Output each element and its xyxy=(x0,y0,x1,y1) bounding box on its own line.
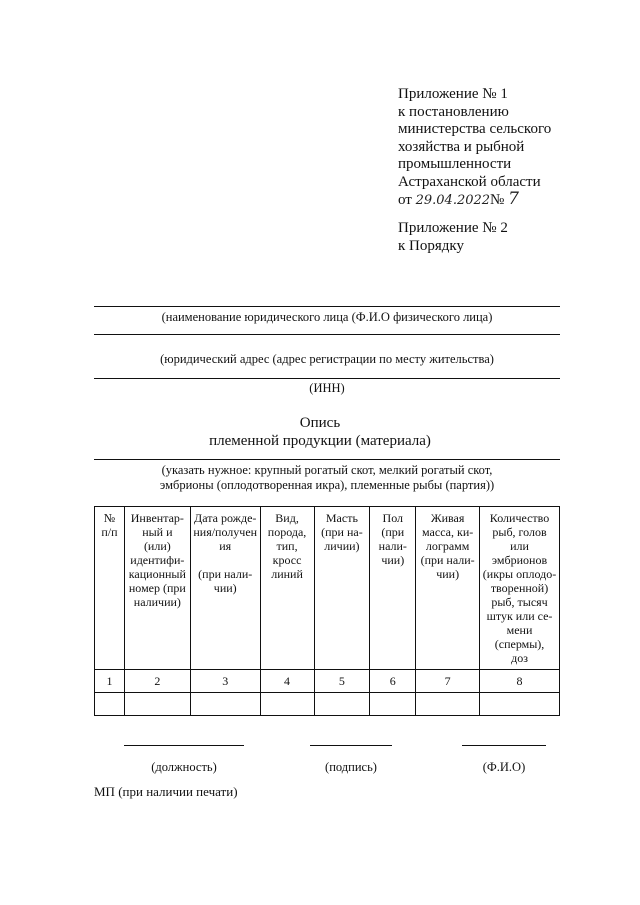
table-empty-cell xyxy=(480,693,560,716)
inventory-table xyxy=(94,506,560,716)
table-number-row xyxy=(95,670,560,693)
stamp-note: МП (при наличии печати) xyxy=(94,784,238,799)
table-header-cell: Вид, порода, тип, кросс линий xyxy=(260,507,314,670)
table-empty-cell xyxy=(260,693,314,716)
table-number-cell: 6 xyxy=(370,670,416,693)
date-prefix: от xyxy=(398,192,412,208)
table-empty-cell xyxy=(416,693,480,716)
table-empty-cell xyxy=(190,693,260,716)
position-label: (должность) xyxy=(151,760,217,774)
address-caption: (юридический адрес (адрес регистрации по месту жительства) xyxy=(160,352,494,366)
table-header-cell: № п/п xyxy=(95,507,125,670)
address-line xyxy=(94,334,560,335)
table-header-row xyxy=(95,507,560,670)
handwritten-number: 7 xyxy=(508,189,519,209)
table-number-cell: 1 xyxy=(95,670,125,693)
appendix-2-line: Приложение № 2 xyxy=(398,220,508,236)
table-number-cell: 4 xyxy=(260,670,314,693)
table-number-cell: 8 xyxy=(480,670,560,693)
number-prefix: № xyxy=(490,192,505,208)
inn-caption: (ИНН) xyxy=(309,381,345,395)
name-label: (Ф.И.О) xyxy=(482,760,526,774)
appendix-date-line xyxy=(398,191,598,210)
table-header-cell: Количество рыб, голов или эмбрионов (икры оплодо- творенной) рыб, тысяч штук или се- мени (спермы), доз xyxy=(480,507,560,670)
appendix-2-line: к Порядку xyxy=(398,237,464,254)
table-empty-cell xyxy=(370,693,416,716)
table-header-cell: Дата рожде- ния/получен ия (при нали- чии) xyxy=(190,507,260,670)
type-caption xyxy=(94,463,560,493)
name-signature-line xyxy=(462,745,546,746)
position-signature-line xyxy=(124,745,244,746)
table-number-cell: 5 xyxy=(314,670,370,693)
legal-name-line xyxy=(94,306,560,307)
type-caption-line: (указать нужное: крупный рогатый скот, мелкий рогатый скот, xyxy=(161,463,493,477)
appendix-line: промышленности xyxy=(398,156,512,172)
appendix-line: Астраханской области xyxy=(398,173,541,190)
table-header-cell: Масть (при на- личии) xyxy=(314,507,370,670)
type-line xyxy=(94,459,560,460)
table-header-cell: Живая масса, ки- лограмм (при нали- чии) xyxy=(416,507,480,670)
signature-label: (подпись) xyxy=(325,760,377,774)
table-header-cell: Пол (при нали- чии) xyxy=(370,507,416,670)
signature-line xyxy=(310,745,392,746)
appendix-line: Приложение № 1 xyxy=(398,86,508,102)
legal-name-caption: (наименование юридического лица (Ф.И.О физического лица) xyxy=(161,310,493,324)
document-subtitle: племенной продукции (материала) xyxy=(209,433,431,449)
table-empty-cell xyxy=(124,693,190,716)
appendix-line: министерства сельского xyxy=(398,121,552,137)
table-number-cell: 2 xyxy=(124,670,190,693)
table-empty-cell xyxy=(314,693,370,716)
table-header-cell: Инвентар- ный и (или) идентифи- кационный номер (при наличии) xyxy=(124,507,190,670)
table-empty-row xyxy=(95,693,560,716)
table-empty-cell xyxy=(95,693,125,716)
handwritten-date: 29.04.2022 xyxy=(415,193,491,208)
appendix-2-header xyxy=(398,220,508,255)
table-number-cell: 3 xyxy=(190,670,260,693)
type-caption-line: эмбрионы (оплодотворенная икра), племенные рыбы (партия)) xyxy=(159,478,495,492)
appendix-line: к постановлению xyxy=(398,103,509,120)
inn-line xyxy=(94,378,560,379)
document-title: Опись xyxy=(299,415,341,431)
table-number-cell: 7 xyxy=(416,670,480,693)
appendix-line: хозяйства и рыбной xyxy=(398,138,525,155)
appendix-header xyxy=(398,86,598,210)
